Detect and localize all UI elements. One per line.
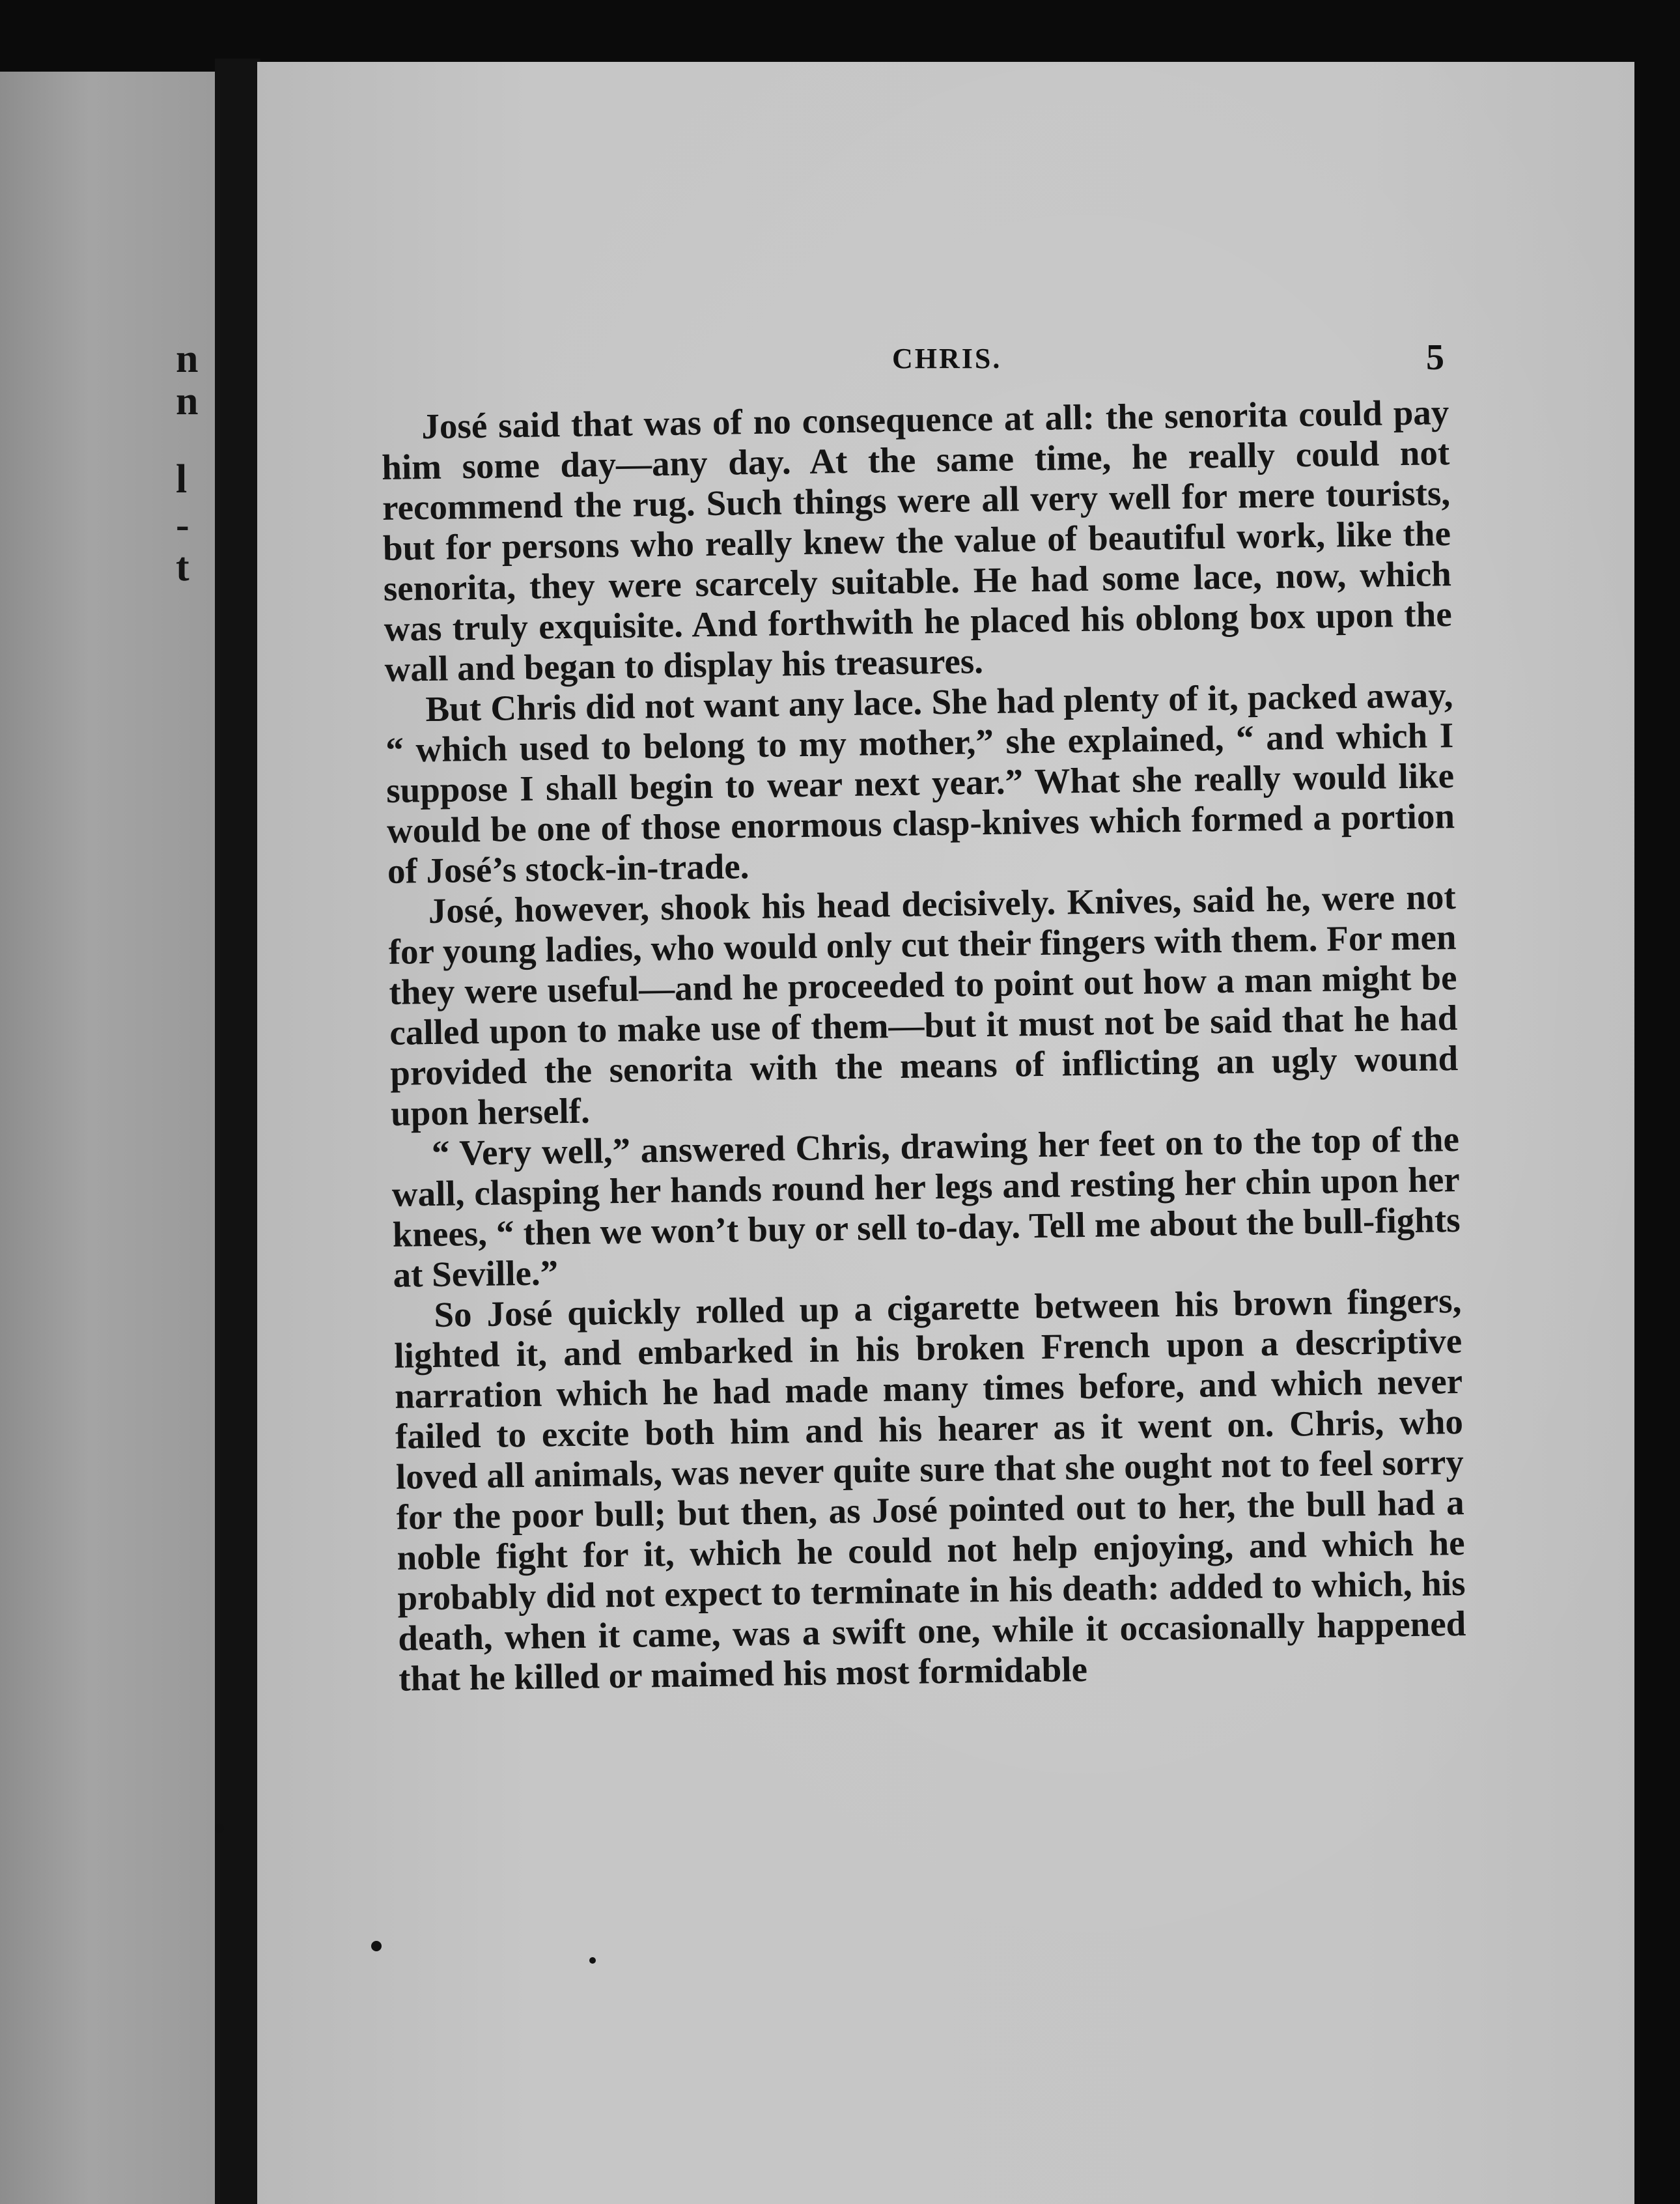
left-page-fragment: l (176, 457, 188, 502)
left-page-fragment: - (176, 503, 189, 547)
scan-speck (215, 1824, 224, 1833)
paragraph: So José quickly rolled up a cigarette between his brown fingers, lighted it, and embarked in his broken French upon a descriptive narration which he had made many times before, and which never failed to excite both him and his hearer as it went on. Chris, who loved all animals, was never quite sure that she ought not to feel sorry for the poor bull; but then, as José pointed out to her, the bull had a noble fight for it, which he could not help enjoying, and which he probably did not expect to terminate in his death: added to which, his death, when it came, was a swift one, while it occasionally happened that he killed or maimed his most formidable (393, 1280, 1466, 1699)
left-page-fragment: n (176, 337, 199, 381)
running-head: CHRIS. (892, 343, 1002, 374)
page-number: 5 (1426, 337, 1444, 378)
page-header (257, 337, 1634, 388)
book-page (257, 62, 1634, 2204)
left-page-fragment: n (176, 379, 199, 423)
gutter-shadow (215, 59, 260, 2204)
paragraph: José, however, shook his head decisively. Knives, said he, were not for young ladies, who would only cut their fingers with them. For men they were useful—and he proceeded to point out how a man might be called upon to make use of them—but it must not be said that he had provided the senorita with the means of inflicting an ugly wound upon herself. (388, 877, 1459, 1133)
paragraph: But Chris did not want any lace. She had plenty of it, packed away, “ which used to belong to my mother,” she explained, “ and which I suppose I shall begin to wear next year.” What she really would like would be one of those enormous clasp-knives which formed a portion of José’s stock-in-trade. (385, 675, 1455, 891)
body-text (381, 392, 1467, 1699)
scan-border (1634, 0, 1680, 2204)
left-page-edge (0, 72, 225, 2204)
left-page-fragment: t (176, 545, 189, 589)
paragraph: “ Very well,” answered Chris, drawing her feet on to the top of the wall, clasping her hands round her legs and resting her chin upon her knees, “ then we won’t buy or sell to-day. Tell me about the bull-fights at Seville.” (391, 1118, 1461, 1295)
scan-speck (371, 1941, 382, 1951)
paragraph: José said that was of no consequence at all: the senorita could pay him some day—any day. At the same time, he really could not recommend the rug. Such things were all very well for mere tourists, but for persons who really knew the value of beautiful work, like the senorita, they were scarcely suitable. He had some lace, now, which was truly exquisite. And forthwith he placed his oblong box upon the wall and began to display his treasures. (381, 392, 1453, 689)
scan-speck (589, 1957, 596, 1964)
